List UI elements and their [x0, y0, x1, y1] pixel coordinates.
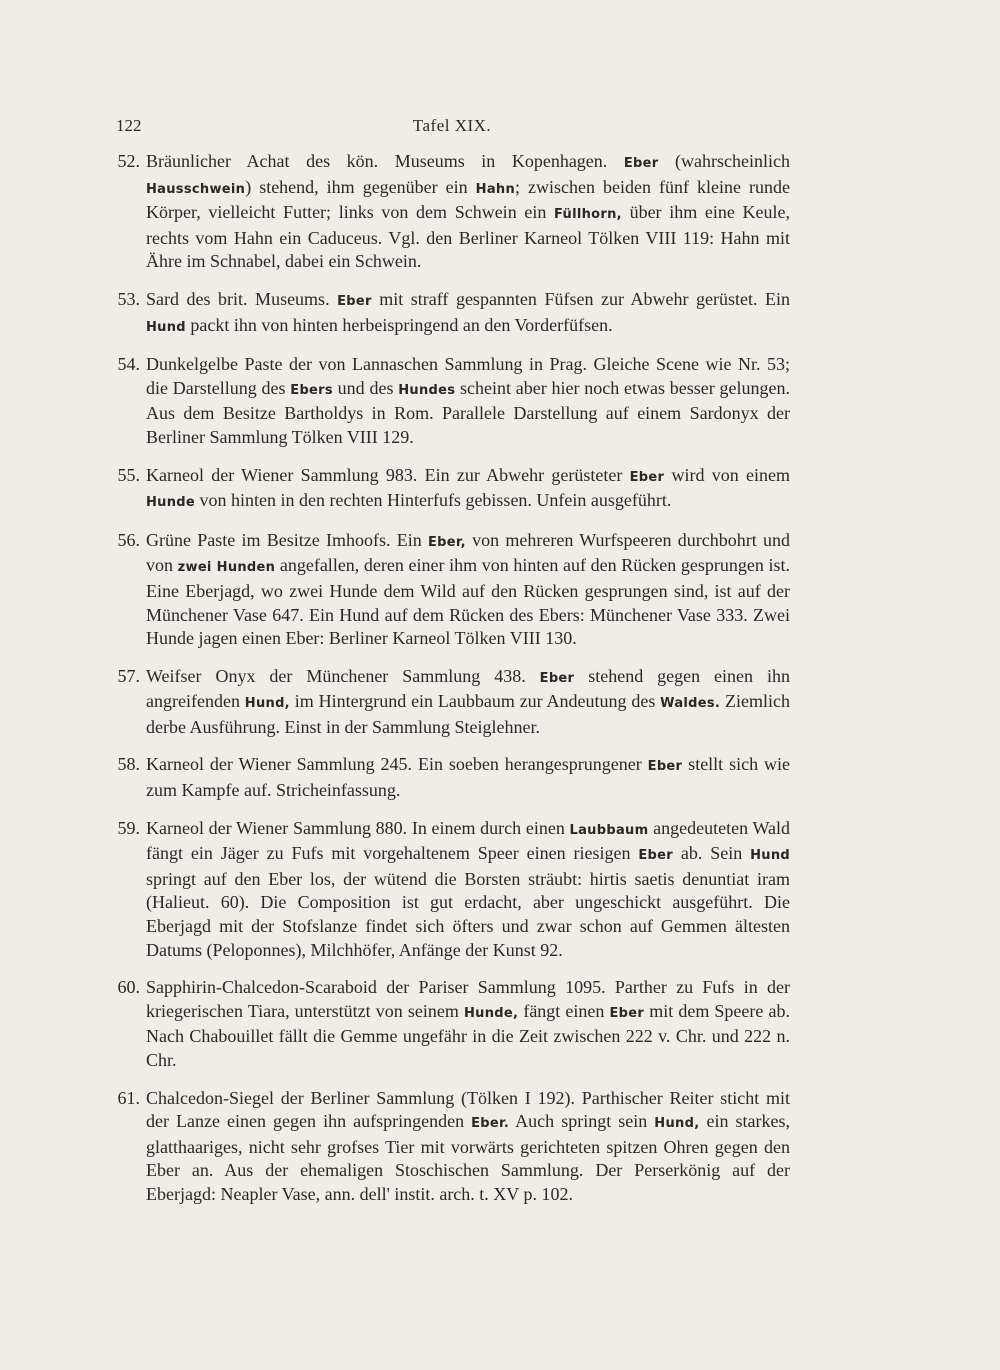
keyword: Hund: [146, 319, 186, 335]
catalogue-entry-55: [100, 464, 790, 515]
keyword: zwei Hunden: [177, 560, 276, 576]
text-run: Ziemlich derbe Ausführung. Einst in der Sammlung Steiglehner.: [146, 691, 790, 737]
text-run: ) stehend, ihm gegenüber ein: [245, 176, 476, 197]
entry-number: 52 .: [100, 150, 140, 174]
text-run: mit dem Speere ab. Nach Chabouillet fällt die Gemme ungefähr in die Zeit zwischen 222 v. Chr. und 222 n. Chr.: [146, 1000, 790, 1070]
text-run: packt ihn von hinten herbeispringend an den Vorderfüfsen.: [185, 314, 613, 335]
catalogue-entry-54: [100, 353, 790, 449]
text-run: (wahrscheinlich: [658, 151, 790, 171]
keyword: Eber: [539, 670, 575, 686]
text-run: ein starkes, glatthaariges, nicht sehr grofses Tier mit vorwärts gerichteten spitzen Ohren gegen den Eber an. Aus der ehemaligen Stoschischen Sammlung. Der Perserkönig auf der Eberjagd: Neapler Vase, ann. dell' instit. arch. t. XV p. 102.: [146, 1111, 790, 1204]
keyword: Ebers: [290, 382, 333, 398]
keyword: Eber: [623, 156, 659, 171]
text-run: angefallen, deren einer ihm von hinten auf den Rücken gesprungen ist. Eine Eberjagd, wo zwei Hunde dem Wild auf den Rücken gesprungen sind, ist auf der Münchener Vase 647. Ein Hund auf dem Rücken des Ebers: Münchener Vase 333. Zwei Hunde jagen einen Eber: Berliner Karneol Tölken VIII 130.: [146, 555, 790, 649]
entry-number: 60 .: [100, 976, 140, 1000]
catalogue-entry-57: [100, 665, 790, 740]
catalogue-entry-56: [100, 529, 790, 651]
catalogue-entry-58: [100, 753, 790, 802]
text-run: im Hintergrund ein Laubbaum zur Andeutung des: [289, 691, 661, 712]
keyword: Eber: [638, 848, 673, 864]
page-number: 122: [116, 116, 142, 135]
entry-text: [146, 289, 790, 335]
text-run: Weifser Onyx der Münchener Sammlung 438.: [146, 665, 540, 686]
text-run: wird von einem: [664, 464, 790, 485]
catalogue-entry-52: [100, 150, 790, 274]
keyword: Hundes: [398, 382, 456, 398]
entry-number: 53 .: [100, 288, 140, 312]
entry-number: 58 .: [100, 753, 140, 777]
text-run: Grüne Paste im Besitze Imhoofs. Ein: [146, 529, 428, 550]
text-run: Dunkelgelbe Paste der von Lannaschen Sammlung in Prag. Gleiche Scene wie Nr. 53; die Darstellung des: [146, 354, 790, 398]
entry-text: [146, 666, 790, 737]
text-run: Sard des brit. Museums.: [146, 288, 338, 309]
text-run: von mehreren Wurfspeeren durchbohrt und von: [146, 529, 790, 576]
keyword: Hund: [750, 848, 790, 864]
entry-text: [146, 818, 790, 960]
text-run: mit straff gespannten Füfsen zur Abwehr gerüstet. Ein: [371, 288, 790, 309]
text-run: und des: [332, 377, 399, 398]
text-run: über ihm eine Keule, rechts vom Hahn ein Caduceus. Vgl. den Berliner Karneol Tölken VIII 119: Hahn mit Ähre im Schnabel, dabei ein Schwein.: [146, 202, 791, 272]
text-run: Chalcedon-Siegel der Berliner Sammlung (Tölken I 192). Parthischer Reiter sticht mit der Lanze einen gegen ihn aufspringenden: [146, 1087, 790, 1132]
keyword: Eber: [629, 469, 665, 485]
keyword: Waldes.: [660, 696, 721, 712]
text-run: ab. Sein: [672, 843, 751, 864]
keyword: Hunde: [146, 495, 196, 511]
text-run: Karneol der Wiener Sammlung 245. Ein soeben herangesprungener: [146, 754, 648, 775]
text-run: angedeuteten Wald fängt ein Jäger zu Fufs mit vorgehaltenem Speer einen riesigen: [146, 817, 790, 864]
text-run: fängt einen: [518, 1000, 610, 1021]
text-run: von hinten in den rechten Hinterfufs gebissen. Unfein ausgeführt.: [195, 490, 672, 511]
text-run: ; zwischen beiden fünf kleine runde Körper, vielleicht Futter; links von dem Schwein ein: [146, 176, 790, 223]
text-run: Karneol der Wiener Sammlung 880. In einem durch einen: [146, 817, 570, 838]
entry-text: [146, 530, 790, 648]
plate-title: Tafel XIX.: [412, 116, 492, 135]
entry-number: 57 .: [100, 665, 140, 689]
text-run: stellt sich wie zum Kampfe auf. Stricheinfassung.: [146, 754, 791, 801]
entry-number: 54 .: [100, 353, 140, 377]
text-run: Auch springt sein: [509, 1111, 655, 1132]
keyword: Eber: [337, 293, 372, 309]
keyword: Eber.: [471, 1116, 510, 1132]
catalogue-entry-60: [100, 976, 790, 1072]
catalogue-entry-53: [100, 288, 790, 339]
entry-number: 56 .: [100, 529, 140, 553]
text-run: Bräunlicher Achat des kön. Museums in Kopenhagen.: [146, 151, 624, 171]
entry-number: 59 .: [100, 817, 140, 841]
catalogue-entry-61: [100, 1087, 790, 1207]
running-head: [116, 116, 788, 140]
catalogue-entry-59: [100, 817, 790, 963]
entry-number: 61 .: [100, 1087, 140, 1111]
keyword: Hund,: [244, 696, 290, 712]
keyword: Hausschwein: [146, 181, 246, 197]
keyword: Hunde,: [463, 1005, 519, 1021]
text-run: Sapphirin-Chalcedon-Scaraboid der Pariser Sammlung 1095. Parther zu Fufs in der kriegerischen Tiara, unterstützt von seinem: [146, 977, 790, 1021]
entry-text: [146, 465, 790, 511]
catalogue-entries: [100, 150, 790, 1221]
entry-text: [146, 151, 790, 271]
entry-text: [146, 754, 790, 800]
entry-text: [146, 1088, 790, 1204]
keyword: Hahn: [475, 181, 516, 197]
text-run: stehend gegen einen ihn angreifenden: [146, 665, 790, 712]
keyword: Eber,: [427, 534, 466, 550]
keyword: Eber: [609, 1005, 645, 1021]
keyword: Füllhorn,: [554, 207, 622, 223]
keyword: Eber: [647, 759, 683, 775]
text-run: scheint aber hier noch etwas besser gelungen. Aus dem Besitze Bartholdys in Rom. Parallele Darstellung auf einem Sardonyx der Berliner Sammlung Tölken VIII 129.: [146, 377, 791, 447]
keyword: Hund,: [654, 1116, 700, 1132]
entry-text: [146, 354, 790, 447]
keyword: Laubbaum: [569, 822, 649, 838]
entry-number: 55 .: [100, 464, 140, 488]
text-run: springt auf den Eber los, der wütend die Borsten sträubt: hirtis saetis denuntiat iram (Halieut. 60). Die Composition ist gut erdacht, aber ungeschickt ausgeführt. Die Eberjagd mit der Stofslanze findet sich öfters und zwar schon auf Gemmen ältesten Datums (Peloponnes), Milchhöfer, Anfänge der Kunst 92.: [146, 868, 790, 960]
entry-text: [146, 977, 790, 1070]
text-run: Karneol der Wiener Sammlung 983. Ein zur Abwehr gerüsteter: [146, 464, 630, 485]
